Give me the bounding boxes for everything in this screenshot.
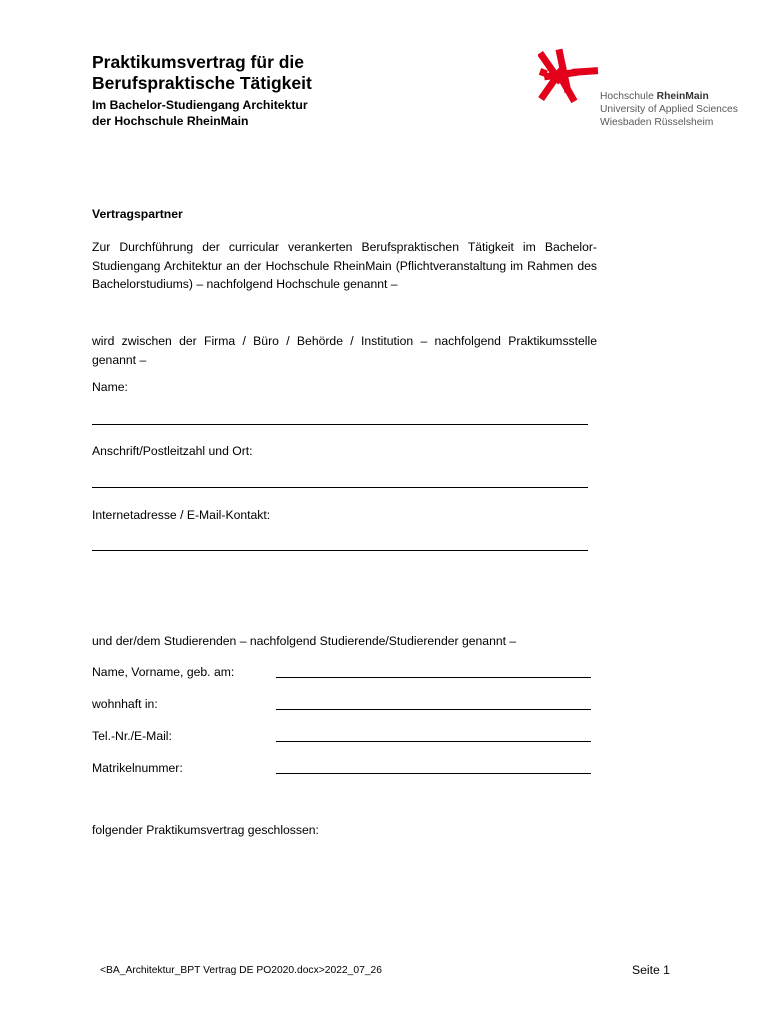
logo-line-3: Wiesbaden Rüsselsheim xyxy=(600,117,714,128)
student-residence-field[interactable] xyxy=(276,709,591,710)
student-residence-label: wohnhaft in: xyxy=(92,697,158,711)
student-name-label: Name, Vorname, geb. am: xyxy=(92,665,235,679)
company-internet-label: Internetadresse / E-Mail-Kontakt: xyxy=(92,508,271,522)
company-address-field[interactable] xyxy=(92,487,588,488)
section-title: Vertragspartner xyxy=(92,207,183,221)
page-number: Seite 1 xyxy=(632,963,670,977)
closing-text: folgender Praktikumsvertrag geschlossen: xyxy=(92,823,319,837)
student-matriculation-label: Matrikelnummer: xyxy=(92,761,183,775)
title-line-1: Praktikumsvertrag für die xyxy=(92,52,305,72)
logo-line-2: University of Applied Sciences xyxy=(600,104,738,115)
title-line-2: Berufspraktische Tätigkeit xyxy=(92,73,312,93)
company-address-label: Anschrift/Postleitzahl und Ort: xyxy=(92,444,253,458)
company-name-label: Name: xyxy=(92,380,128,394)
logo-text xyxy=(600,90,738,129)
logo-hochschule: Hochschule xyxy=(600,91,657,102)
subtitle-line-1: Im Bachelor-Studiengang Architektur xyxy=(92,98,308,112)
hochschule-logo-icon xyxy=(538,46,604,113)
logo-rheinmain: RheinMain xyxy=(656,91,709,102)
company-internet-field[interactable] xyxy=(92,550,588,551)
student-phone-field[interactable] xyxy=(276,741,591,742)
document-subtitle xyxy=(92,97,308,129)
student-phone-label: Tel.-Nr./E-Mail: xyxy=(92,729,172,743)
footer-filename: <BA_Architektur_BPT Vertrag DE PO2020.docx>2022_07_26 xyxy=(100,965,383,976)
company-paragraph: wird zwischen der Firma / Büro / Behörde / Institution – nachfolgend Praktikumsstelle genannt – xyxy=(92,334,597,367)
student-name-field[interactable] xyxy=(276,677,591,678)
logo-line-1 xyxy=(600,90,738,103)
intro-paragraph: Zur Durchführung der curricular verankerten Berufspraktischen Tätigkeit im Bachelor-Studiengang Architektur an der Hochschule RheinMain (Pflichtveranstaltung im Rahmen des Bachelorstudiums) – nachfolgend Hochschule genannt – xyxy=(92,240,597,291)
student-matriculation-field[interactable] xyxy=(276,773,591,774)
subtitle-line-2: der Hochschule RheinMain xyxy=(92,114,249,128)
document-title xyxy=(92,52,312,94)
company-name-field[interactable] xyxy=(92,424,588,425)
student-paragraph: und der/dem Studierenden – nachfolgend Studierende/Studierender genannt – xyxy=(92,634,517,648)
